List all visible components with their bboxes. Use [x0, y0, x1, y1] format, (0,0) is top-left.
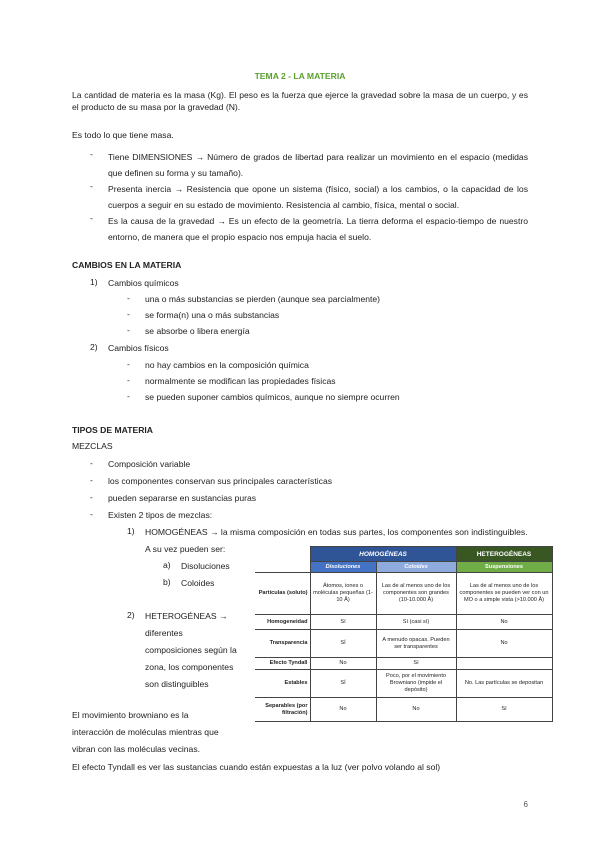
- tipos-item-3: pueden separarse en sustancias puras: [108, 493, 257, 503]
- quimicos-item-1: una o más substancias se pierden (aunque sea parcialmente): [145, 294, 381, 304]
- page-title: TEMA 2 - LA MATERIA: [254, 71, 346, 81]
- subheader-suspensiones: Suspensiones: [456, 562, 552, 573]
- cell-disoluciones: SÍ: [310, 670, 376, 698]
- cell-disoluciones: Sí: [310, 615, 376, 630]
- row-label: Efecto Tyndall: [255, 658, 310, 670]
- bullet-dash: -: [90, 475, 93, 485]
- hom-a-number: a): [163, 560, 171, 570]
- bullet-dash: -: [127, 325, 130, 335]
- row-label: Partículas (soluto): [255, 573, 310, 615]
- bullet-dash: -: [127, 375, 130, 385]
- bullet-dash: -: [127, 293, 130, 303]
- cell-disoluciones: Átomos, iones o moléculas pequeñas (1-10 Å): [310, 573, 376, 615]
- row-label: Transparencia: [255, 630, 310, 658]
- cell-suspensiones: No. Las partículas se depositan: [456, 670, 552, 698]
- hom-number: 1): [127, 526, 135, 536]
- table-row: [255, 670, 552, 698]
- row-label: Separables (por filtración): [255, 698, 310, 722]
- cell-disoluciones: No: [310, 658, 376, 670]
- bullet-dash: -: [90, 181, 93, 191]
- cell-coloides: No: [376, 698, 456, 722]
- tipos-heading: TIPOS DE MATERIA: [72, 425, 154, 435]
- het-line-2: diferentes: [145, 628, 183, 638]
- cell-suspensiones: No: [456, 615, 552, 630]
- table-row: [255, 615, 552, 630]
- cambios-heading: CAMBIOS EN LA MATERIA: [72, 260, 182, 270]
- cell-disoluciones: SÍ: [310, 630, 376, 658]
- masa-item-1: Tiene DIMENSIONES → Número de grados de libertad para realizar un movimiento en el espacio (medidas que definen su forma y su tamaño).: [108, 152, 528, 178]
- tyndall-text: El efecto Tyndall es ver las sustancias cuando están expuestas a la luz (ver polvo volando al sol): [72, 762, 441, 772]
- quimicos-number: 1): [90, 277, 98, 287]
- cell-coloides: Las de al menos uno de los componentes son grandes (10-10.000 Å): [376, 573, 456, 615]
- het-line-5: son distinguibles: [145, 679, 209, 689]
- cell-coloides: Sí: [376, 658, 456, 670]
- bullet-dash: -: [127, 359, 130, 369]
- masa-item-2: Presenta inercia → Resistencia que opone un sistema (físico, social) a los cambios, o la capacidad de los cuerpos a seguir en su estado de movimiento. Resistencia al cambio, física, mental o social.: [108, 184, 528, 210]
- mezclas-label: MEZCLAS: [72, 441, 113, 451]
- hom-b-label: Coloides: [181, 578, 215, 588]
- quimicos-label: Cambios químicos: [108, 278, 179, 288]
- cell-coloides: A menudo opacas. Pueden ser transparentes: [376, 630, 456, 658]
- cell-coloides: Sí (casi sí): [376, 615, 456, 630]
- tipos-item-1: Composición variable: [108, 459, 191, 469]
- intro-paragraph: La cantidad de materia es la masa (Kg). El peso es la fuerza que ejerce la gravedad sobre la masa de un cuerpo, y es el producto de su masa por la gravedad (N).: [72, 90, 528, 112]
- tipos-item-2: los componentes conservan sus principales características: [108, 476, 333, 486]
- comparison-table: [255, 546, 553, 722]
- fisicos-item-1: no hay cambios en la composición química: [145, 360, 309, 370]
- hom-sub: A su vez pueden ser:: [145, 544, 226, 554]
- fisicos-item-2: normalmente se modifican las propiedades físicas: [145, 376, 336, 386]
- bullet-dash: -: [90, 492, 93, 502]
- hom-a-label: Disoluciones: [181, 561, 230, 571]
- header-heterogeneas: HETEROGÉNEAS: [456, 547, 552, 562]
- het-line-3: composiciones según la: [145, 645, 237, 655]
- cell-suspensiones: No: [456, 630, 552, 658]
- hom-b-number: b): [163, 577, 171, 587]
- row-label: Homogeneidad: [255, 615, 310, 630]
- subheader-coloides: Coloides: [376, 562, 456, 573]
- table-row: [255, 658, 552, 670]
- fisicos-label: Cambios físicos: [108, 343, 169, 353]
- bullet-dash: -: [127, 391, 130, 401]
- table-row: [255, 573, 552, 615]
- table-row: [255, 698, 552, 722]
- browniano-line-3: vibran con las moléculas vecinas.: [72, 744, 201, 754]
- cell-suspensiones: Sí: [456, 698, 552, 722]
- hom-text: HOMOGÉNEAS → la misma composición en todas sus partes, los componentes son indistinguibles.: [145, 527, 528, 537]
- cell-coloides: Poco, por el movimiento Browniano (impide el depósito): [376, 670, 456, 698]
- todo-masa-text: Es todo lo que tiene masa.: [72, 130, 174, 140]
- bullet-dash: -: [90, 458, 93, 468]
- masa-item-3: Es la causa de la gravedad → Es un efecto de la geometría. La tierra deforma el espacio-tiempo de nuestro entorno, de manera que el propio espacio nos empuja hacia el suelo.: [108, 216, 528, 242]
- cell-suspensiones: Las de al menos uno de los componentes se pueden ver con un MO o a simple vista (>10.000 Å): [456, 573, 552, 615]
- page-number: 6: [523, 800, 528, 809]
- quimicos-item-2: se forma(n) una o más substancias: [145, 310, 280, 320]
- fisicos-item-3: se pueden suponer cambios químicos, aunque no siempre ocurren: [145, 392, 400, 402]
- tipos-item-4: Existen 2 tipos de mezclas:: [108, 510, 213, 520]
- bullet-dash: -: [127, 309, 130, 319]
- row-label: Estables: [255, 670, 310, 698]
- header-homogeneas: HOMOGÉNEAS: [310, 547, 456, 562]
- het-line-4: zona, los componentes: [145, 662, 234, 672]
- cell-disoluciones: No: [310, 698, 376, 722]
- het-line-1: HETEROGÉNEAS →: [145, 611, 228, 621]
- cell-suspensiones: [456, 658, 552, 670]
- bullet-dash: -: [90, 149, 93, 159]
- browniano-line-2: interacción de moléculas mientras que: [72, 727, 219, 737]
- fisicos-number: 2): [90, 342, 98, 352]
- subheader-disoluciones: Disoluciones: [310, 562, 376, 573]
- table-row: [255, 630, 552, 658]
- bullet-dash: -: [90, 213, 93, 223]
- bullet-dash: -: [90, 509, 93, 519]
- het-number: 2): [127, 610, 135, 620]
- browniano-line-1: El movimiento browniano es la: [72, 710, 189, 720]
- quimicos-item-3: se absorbe o libera energía: [145, 326, 250, 336]
